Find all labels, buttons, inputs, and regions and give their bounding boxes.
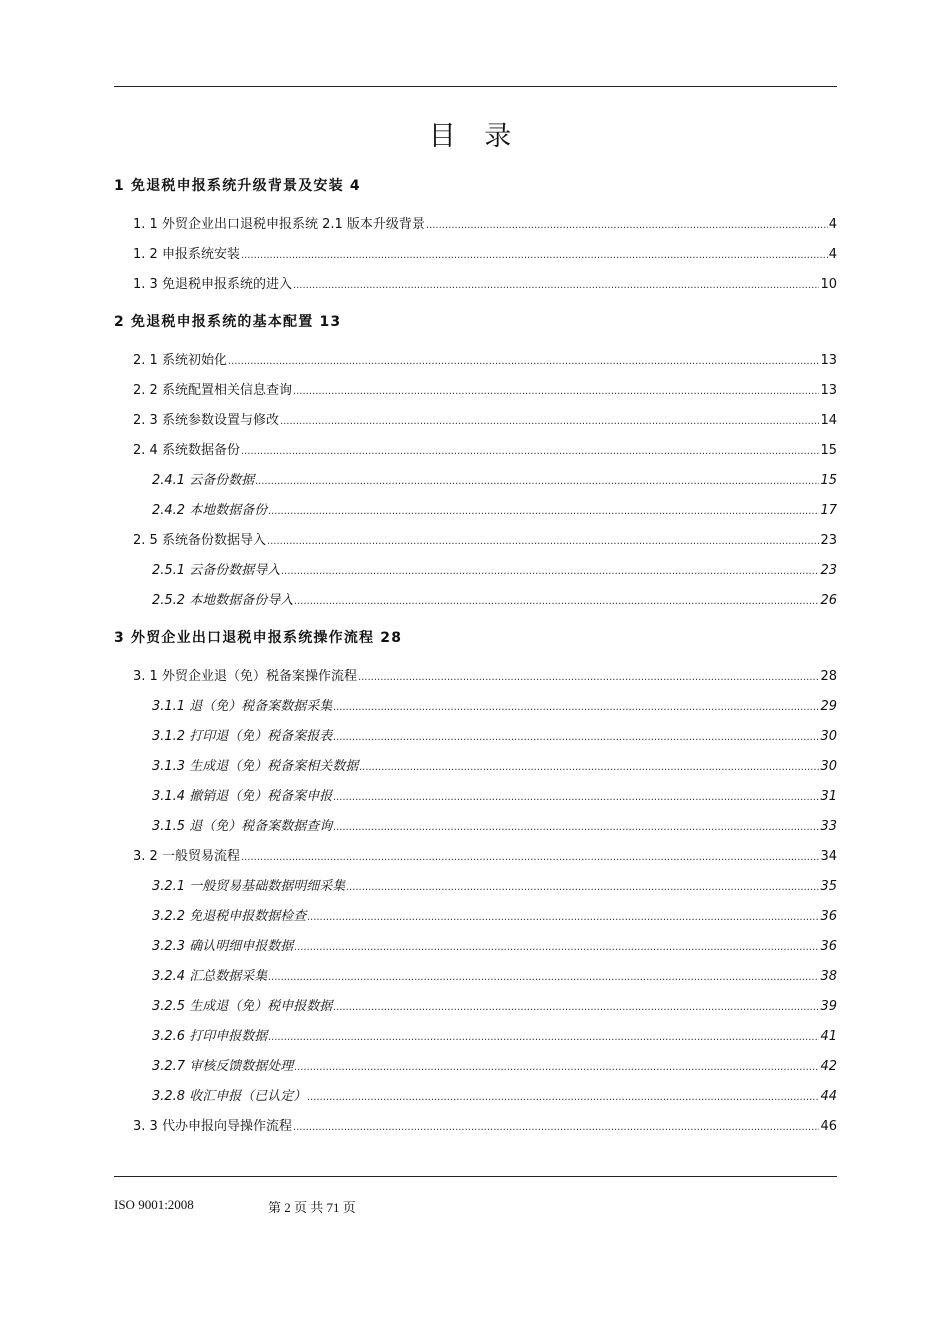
toc-page-number: 17 (820, 503, 837, 518)
toc-entry[interactable] (152, 695, 837, 714)
toc-entry[interactable] (133, 213, 837, 232)
toc-page-number: 28 (820, 669, 837, 684)
toc-leader-dots (333, 702, 819, 713)
toc-entry-text: 2. 2 系统配置相关信息查询 (133, 383, 292, 398)
toc-chapter-heading[interactable] (114, 175, 361, 195)
toc-entry-text: 3. 1 外贸企业退（免）税备案操作流程 (133, 669, 357, 684)
toc-entry[interactable] (152, 499, 837, 518)
toc-leader-dots (241, 250, 828, 261)
toc-entry[interactable] (152, 875, 837, 894)
toc-entry[interactable] (152, 905, 837, 924)
toc-entry[interactable] (152, 559, 837, 578)
toc-entry[interactable] (133, 409, 837, 428)
toc-page-number: 35 (820, 879, 837, 894)
toc-entry-text: 3.1.2 打印退（免）税备案报表 (152, 729, 333, 744)
toc-entry-text: 1. 1 外贸企业出口退税申报系统 2.1 版本升级背景 (133, 217, 425, 232)
toc-entry-text: 3.2.1 一般贸易基础数据明细采集 (152, 879, 346, 894)
toc-entry-text: 3.1.1 退（免）税备案数据采集 (152, 699, 333, 714)
toc-leader-dots (268, 972, 819, 983)
toc-entry-text: 2. 1 系统初始化 (133, 353, 227, 368)
toc-entry-text: 3.1.4 撤销退（免）税备案申报 (152, 789, 333, 804)
toc-entry-text: 3.1.3 生成退（免）税备案相关数据 (152, 759, 359, 774)
toc-page-number: 15 (820, 473, 837, 488)
toc-page-number: 4 (828, 217, 837, 232)
toc-entry[interactable] (133, 529, 837, 548)
toc-page-number: 13 (820, 383, 837, 398)
toc-page-number: 13 (820, 353, 837, 368)
toc-entry-text: 3. 3 代办申报向导操作流程 (133, 1119, 292, 1134)
toc-entry-text: 3.2.8 收汇申报（已认定） (152, 1089, 307, 1104)
toc-leader-dots (268, 1032, 819, 1043)
toc-entry[interactable] (152, 785, 837, 804)
toc-page-number: 4 (828, 247, 837, 262)
toc-entry-text: 2. 5 系统备份数据导入 (133, 533, 266, 548)
toc-leader-dots (333, 732, 819, 743)
toc-leader-dots (293, 280, 820, 291)
toc-page-number: 10 (820, 277, 837, 292)
toc-leader-dots (358, 672, 820, 683)
toc-entry[interactable] (133, 665, 837, 684)
toc-entry[interactable] (133, 1115, 837, 1134)
footer-rule (114, 1176, 837, 1177)
toc-entry[interactable] (152, 725, 837, 744)
toc-entry-text: 3.2.5 生成退（免）税申报数据 (152, 999, 333, 1014)
toc-entry[interactable] (133, 379, 837, 398)
toc-leader-dots (333, 822, 819, 833)
toc-page-number: 29 (820, 699, 837, 714)
toc-leader-dots (280, 416, 820, 427)
toc-page-number: 34 (820, 849, 837, 864)
toc-entry-text: 3 外贸企业出口退税申报系统操作流程 28 (114, 630, 403, 646)
toc-page-number: 42 (820, 1059, 837, 1074)
toc-leader-dots (359, 762, 819, 773)
toc-entry[interactable] (133, 273, 837, 292)
toc-page-number: 33 (820, 819, 837, 834)
toc-entry-text: 2 免退税申报系统的基本配置 13 (114, 314, 342, 330)
toc-page-number: 46 (820, 1119, 837, 1134)
toc-page-number: 38 (820, 969, 837, 984)
toc-leader-dots (294, 1062, 819, 1073)
toc-entry[interactable] (152, 1055, 837, 1074)
toc-entry-text: 3.1.5 退（免）税备案数据查询 (152, 819, 333, 834)
toc-entry-text: 3.2.6 打印申报数据 (152, 1029, 268, 1044)
toc-leader-dots (281, 566, 819, 577)
toc-leader-dots (268, 506, 819, 517)
toc-page-number: 41 (820, 1029, 837, 1044)
toc-entry-text: 3.2.3 确认明细申报数据 (152, 939, 294, 954)
toc-entry-text: 1 免退税申报系统升级背景及安装 4 (114, 178, 361, 194)
toc-entry[interactable] (152, 965, 837, 984)
toc-entry-text: 1. 3 免退税申报系统的进入 (133, 277, 292, 292)
toc-chapter-heading[interactable] (114, 627, 402, 647)
toc-page-number: 23 (820, 563, 837, 578)
toc-leader-dots (267, 536, 820, 547)
toc-page-number: 36 (820, 939, 837, 954)
toc-page-number: 26 (820, 593, 837, 608)
toc-leader-dots (346, 882, 819, 893)
toc-chapter-heading[interactable] (114, 311, 341, 331)
toc-entry[interactable] (133, 439, 837, 458)
footer-page-info: 第 2 页 共 71 页 (268, 1200, 356, 1215)
toc-leader-dots (333, 792, 819, 803)
toc-leader-dots (241, 446, 820, 457)
toc-entry-text: 3. 2 一般贸易流程 (133, 849, 240, 864)
toc-leader-dots (333, 1002, 819, 1013)
toc-leader-dots (293, 386, 820, 397)
toc-leader-dots (241, 852, 820, 863)
toc-leader-dots (307, 1092, 819, 1103)
toc-entry-text: 2.4.1 云备份数据 (152, 473, 255, 488)
toc-page-number: 30 (820, 729, 837, 744)
toc-leader-dots (255, 476, 819, 487)
toc-entry-text: 2. 3 系统参数设置与修改 (133, 413, 279, 428)
toc-page-number: 31 (820, 789, 837, 804)
toc-leader-dots (294, 596, 819, 607)
toc-leader-dots (307, 912, 819, 923)
toc-entry[interactable] (152, 995, 837, 1014)
toc-page-number: 23 (820, 533, 837, 548)
toc-page-number: 44 (820, 1089, 837, 1104)
toc-entry[interactable] (152, 589, 837, 608)
toc-leader-dots (293, 1122, 820, 1133)
toc-leader-dots (426, 220, 828, 231)
toc-page-number: 15 (820, 443, 837, 458)
toc-leader-dots (228, 356, 820, 367)
toc-entry-text: 1. 2 申报系统安装 (133, 247, 240, 262)
toc-entry[interactable] (152, 1085, 837, 1104)
toc-entry[interactable] (133, 349, 837, 368)
toc-entry[interactable] (152, 469, 837, 488)
page-title: 目 录 (428, 121, 522, 152)
toc-page-number: 14 (820, 413, 837, 428)
footer-standard: ISO 9001:2008 (114, 1197, 194, 1212)
toc-entry[interactable] (152, 815, 837, 834)
toc-entry-text: 2. 4 系统数据备份 (133, 443, 240, 458)
toc-entry-text: 2.5.2 本地数据备份导入 (152, 593, 294, 608)
toc-entry[interactable] (152, 935, 837, 954)
toc-entry-text: 2.5.1 云备份数据导入 (152, 563, 281, 578)
toc-entry[interactable] (152, 1025, 837, 1044)
toc-entry-text: 3.2.2 免退税申报数据检查 (152, 909, 307, 924)
toc-page-number: 30 (820, 759, 837, 774)
toc-entry-text: 3.2.7 审核反馈数据处理 (152, 1059, 294, 1074)
toc-entry-text: 3.2.4 汇总数据采集 (152, 969, 268, 984)
toc-leader-dots (294, 942, 819, 953)
toc-entry-text: 2.4.2 本地数据备份 (152, 503, 268, 518)
toc-entry[interactable] (152, 755, 837, 774)
toc-entry[interactable] (133, 243, 837, 262)
toc-page-number: 39 (820, 999, 837, 1014)
toc-entry[interactable] (133, 845, 837, 864)
toc-page-number: 36 (820, 909, 837, 924)
